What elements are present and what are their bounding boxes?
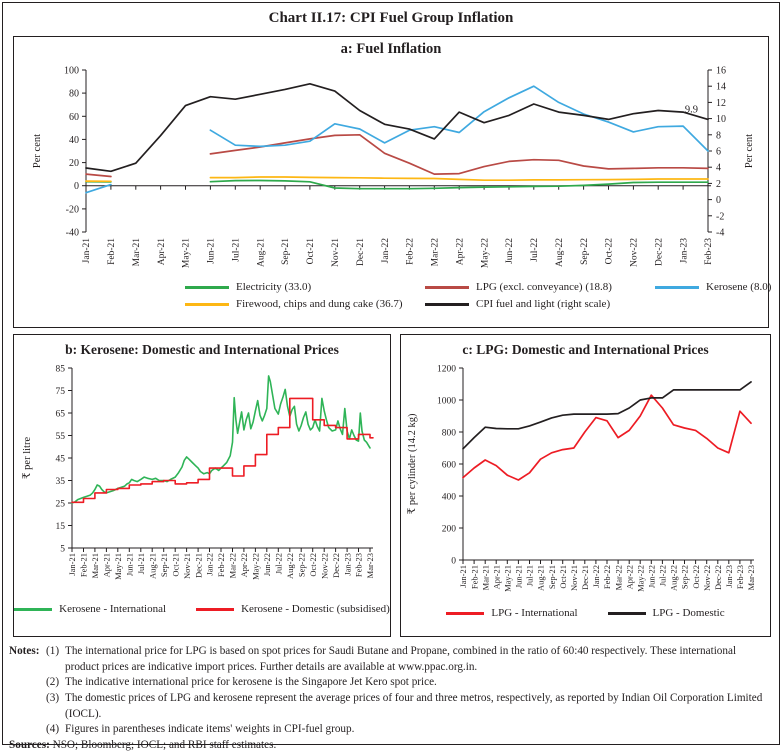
- svg-text:14: 14: [716, 81, 726, 93]
- svg-text:Jul-22: Jul-22: [530, 238, 540, 262]
- legend-item: [608, 607, 725, 619]
- svg-text:Feb-22: Feb-22: [405, 238, 416, 265]
- svg-text:May-21: May-21: [181, 238, 192, 269]
- legend-swatch: [655, 286, 699, 289]
- svg-text:Jan-23: Jan-23: [342, 553, 353, 576]
- svg-text:Oct-21: Oct-21: [306, 238, 317, 265]
- svg-text:May-22: May-22: [250, 553, 261, 580]
- y-axis-right: [708, 66, 726, 239]
- svg-text:Oct-21: Oct-21: [170, 553, 181, 577]
- svg-text:55: 55: [55, 432, 65, 442]
- svg-text:Jan-21: Jan-21: [67, 553, 78, 576]
- y-axis-title-right: Per cent: [744, 133, 755, 169]
- svg-text:-20: -20: [65, 204, 79, 216]
- svg-text:Jan-22: Jan-22: [204, 553, 215, 576]
- svg-text:Sep-22: Sep-22: [296, 553, 307, 578]
- svg-text:800: 800: [441, 428, 456, 439]
- y-axis-left: [56, 365, 73, 555]
- svg-text:Dec-22: Dec-22: [713, 565, 723, 591]
- svg-text:35: 35: [55, 477, 65, 487]
- series-line: [86, 135, 708, 177]
- svg-text:6: 6: [716, 146, 721, 158]
- svg-text:600: 600: [441, 460, 456, 471]
- svg-text:4: 4: [716, 162, 721, 174]
- svg-text:Dec-21: Dec-21: [355, 238, 366, 266]
- svg-text:60: 60: [69, 111, 79, 123]
- svg-text:Aug-22: Aug-22: [668, 565, 679, 591]
- svg-text:Jan-23: Jan-23: [724, 565, 734, 588]
- svg-text:Sep-21: Sep-21: [158, 553, 169, 578]
- y-axis-title-left: ₹ per litre: [22, 436, 33, 480]
- legend-label: Kerosene - International: [59, 603, 167, 615]
- panel-a-legend: [185, 281, 772, 310]
- svg-text:Oct-22: Oct-22: [690, 565, 701, 589]
- legend-item: [185, 281, 425, 293]
- svg-text:Mar-23: Mar-23: [365, 553, 376, 579]
- y-axis-title-left: ₹ per cylinder (14.2 kg): [407, 413, 418, 515]
- legend-label: LPG - Domestic: [652, 607, 725, 619]
- notes: [9, 644, 771, 754]
- svg-text:May-22: May-22: [635, 565, 646, 592]
- legend-swatch: [425, 286, 469, 289]
- legend-swatch: [446, 612, 484, 615]
- svg-text:Feb-23: Feb-23: [704, 238, 715, 265]
- legend-item: [14, 603, 166, 615]
- svg-text:Jan-23: Jan-23: [679, 238, 690, 264]
- svg-text:Jan-21: Jan-21: [458, 565, 469, 588]
- svg-text:Jul-21: Jul-21: [231, 238, 242, 262]
- fuel-inflation-chart: [14, 58, 766, 280]
- svg-text:Jun-22: Jun-22: [505, 238, 516, 264]
- x-axis: [82, 186, 714, 268]
- svg-text:May-22: May-22: [480, 238, 491, 269]
- x-axis: [67, 548, 375, 580]
- svg-text:Jun-22: Jun-22: [646, 565, 657, 589]
- svg-text:May-21: May-21: [113, 553, 123, 580]
- svg-text:Dec-21: Dec-21: [580, 565, 590, 591]
- svg-text:400: 400: [441, 492, 456, 503]
- svg-text:2: 2: [716, 178, 721, 190]
- svg-text:25: 25: [55, 499, 65, 510]
- note-item-1: (1) The international price for LPG is based on spot prices for Saudi Butane and Propane, combined in the ratio of 60:40 respectively. These international product prices are indicative import prices. Further details are available at www.ppac.org.in.: [46, 645, 737, 673]
- sources-text: NSO; Bloomberg; IOCL; and RBI staff estimates.: [52, 739, 277, 752]
- legend-label: Electricity (33.0): [236, 281, 312, 293]
- svg-text:Feb-23: Feb-23: [353, 553, 364, 578]
- panel-c-legend: [401, 607, 770, 619]
- legend-item: [185, 298, 425, 310]
- legend-swatch: [196, 608, 234, 611]
- panel-b-title: b: Kerosene: Domestic and International Prices: [65, 342, 339, 357]
- panel-b-kerosene-prices: [13, 334, 391, 637]
- svg-text:Mar-22: Mar-22: [227, 553, 238, 579]
- series-line: [86, 86, 708, 193]
- lpg-prices-chart: [401, 358, 770, 605]
- svg-text:1000: 1000: [437, 396, 456, 407]
- y-axis-title-left: Per cent: [32, 133, 43, 169]
- svg-text:Aug-22: Aug-22: [554, 238, 565, 268]
- legend-item: [196, 603, 390, 615]
- note-item-3: (3) The domestic prices of LPG and kerosene represent the average prices of four and three metros, respectively, as reported by Indian Oil Corporation Limited (IOCL).: [46, 692, 763, 720]
- chart-figure: [2, 2, 780, 752]
- svg-text:Jan-22: Jan-22: [591, 565, 602, 588]
- svg-text:Dec-22: Dec-22: [654, 238, 665, 266]
- svg-text:10: 10: [716, 114, 726, 126]
- svg-text:100: 100: [64, 65, 79, 77]
- legend-item: [425, 281, 655, 293]
- legend-label: CPI fuel and light (right scale): [476, 298, 611, 310]
- svg-text:Jul-22: Jul-22: [657, 565, 668, 587]
- svg-text:Jul-21: Jul-21: [136, 553, 146, 575]
- svg-text:0: 0: [451, 556, 456, 567]
- svg-text:Nov-21: Nov-21: [331, 238, 341, 268]
- svg-text:Jan-21: Jan-21: [82, 238, 93, 264]
- panel-a-fuel-inflation: [13, 36, 772, 328]
- panel-a-title: a: Fuel Inflation: [340, 41, 442, 57]
- svg-text:-2: -2: [716, 211, 725, 223]
- legend-item: [655, 281, 771, 293]
- svg-text:Nov-22: Nov-22: [319, 553, 330, 579]
- svg-text:5: 5: [60, 544, 65, 555]
- legend-item: [425, 298, 655, 310]
- svg-text:Mar-21: Mar-21: [90, 553, 101, 579]
- svg-text:Sep-21: Sep-21: [546, 565, 557, 590]
- svg-text:Oct-22: Oct-22: [307, 553, 318, 577]
- svg-text:Aug-21: Aug-21: [535, 565, 546, 591]
- series-line: [72, 376, 370, 503]
- svg-text:15: 15: [55, 522, 65, 532]
- svg-text:Aug-22: Aug-22: [285, 553, 295, 579]
- svg-text:Feb-22: Feb-22: [602, 565, 613, 590]
- svg-text:45: 45: [55, 454, 65, 465]
- svg-text:Jan-22: Jan-22: [380, 238, 391, 264]
- svg-text:Nov-21: Nov-21: [569, 565, 579, 591]
- notes-label: Notes:: [9, 645, 40, 657]
- legend-swatch: [185, 286, 229, 289]
- svg-text:16: 16: [716, 65, 726, 77]
- y-axis-left: [437, 365, 463, 567]
- svg-text:Oct-22: Oct-22: [604, 238, 615, 265]
- svg-text:Apr-22: Apr-22: [624, 565, 635, 590]
- legend-label: Firewood, chips and dung cake (36.7): [236, 298, 403, 310]
- legend-swatch: [608, 612, 646, 615]
- svg-text:Jul-21: Jul-21: [524, 565, 535, 587]
- svg-text:Feb-21: Feb-21: [107, 238, 118, 265]
- svg-text:Apr-21: Apr-21: [156, 238, 167, 266]
- page-title: Chart II.17: CPI Fuel Group Inflation: [268, 10, 514, 26]
- note-item-2: (2) The indicative international price for kerosene is the Singapore Jet Kero spot price.: [46, 676, 437, 689]
- series-line: [72, 398, 373, 502]
- svg-text:Sep-21: Sep-21: [281, 238, 292, 265]
- svg-text:May-21: May-21: [502, 565, 513, 592]
- svg-text:Jul-22: Jul-22: [273, 553, 284, 575]
- svg-text:Apr-22: Apr-22: [455, 238, 466, 266]
- legend-swatch: [14, 608, 52, 611]
- y-axis-left: [64, 66, 86, 239]
- svg-text:Mar-21: Mar-21: [132, 238, 142, 267]
- svg-text:40: 40: [69, 134, 79, 146]
- svg-text:Feb-21: Feb-21: [78, 553, 89, 578]
- legend-swatch: [185, 303, 229, 306]
- svg-text:-40: -40: [65, 227, 79, 239]
- svg-text:Apr-22: Apr-22: [239, 553, 250, 578]
- svg-text:20: 20: [69, 158, 79, 170]
- legend-item: [446, 607, 577, 619]
- kerosene-prices-chart: [14, 358, 390, 601]
- bottom-panels-row: [13, 334, 769, 637]
- svg-text:75: 75: [55, 387, 65, 397]
- svg-text:Nov-22: Nov-22: [629, 238, 640, 268]
- svg-text:85: 85: [55, 364, 65, 375]
- svg-text:Sep-22: Sep-22: [579, 238, 590, 265]
- svg-text:Feb-22: Feb-22: [216, 553, 227, 578]
- svg-text:Mar-23: Mar-23: [746, 565, 757, 591]
- svg-text:Nov-22: Nov-22: [701, 565, 712, 591]
- panel-c-title: c: LPG: Domestic and International Prices: [462, 342, 709, 357]
- legend-swatch: [425, 303, 469, 306]
- data-label-annotation: 9.9: [684, 104, 698, 116]
- sources-line: [9, 738, 771, 754]
- svg-text:80: 80: [69, 88, 79, 100]
- series-line: [463, 395, 751, 480]
- svg-text:-4: -4: [716, 227, 725, 239]
- svg-text:Apr-21: Apr-21: [491, 565, 502, 590]
- svg-text:Apr-21: Apr-21: [101, 553, 112, 578]
- svg-text:Mar-22: Mar-22: [613, 565, 624, 591]
- svg-text:Jun-21: Jun-21: [206, 238, 217, 264]
- legend-label: Kerosene (8.0): [706, 281, 772, 293]
- svg-text:8: 8: [716, 130, 721, 142]
- sources-label: Sources:: [9, 739, 50, 752]
- svg-text:Dec-21: Dec-21: [193, 553, 204, 579]
- svg-text:Mar-22: Mar-22: [430, 238, 441, 267]
- svg-text:Mar-21: Mar-21: [480, 565, 491, 591]
- svg-text:200: 200: [441, 524, 456, 535]
- svg-text:Oct-21: Oct-21: [557, 565, 568, 589]
- svg-text:Jun-22: Jun-22: [262, 553, 272, 577]
- svg-text:Nov-21: Nov-21: [181, 553, 192, 579]
- note-item-4: (4) Figures in parentheses indicate items' weights in CPI-fuel group.: [46, 723, 355, 736]
- svg-text:65: 65: [55, 409, 65, 420]
- series-line: [86, 177, 708, 181]
- panel-b-legend: [14, 603, 390, 615]
- legend-label: LPG (excl. conveyance) (18.8): [476, 281, 612, 293]
- svg-text:Aug-21: Aug-21: [147, 553, 158, 579]
- legend-label: LPG - International: [491, 607, 578, 619]
- svg-text:Feb-23: Feb-23: [735, 565, 746, 590]
- svg-text:0: 0: [74, 181, 79, 193]
- svg-text:Jun-21: Jun-21: [124, 553, 135, 577]
- svg-text:1200: 1200: [437, 364, 456, 375]
- svg-text:Sep-22: Sep-22: [679, 565, 690, 590]
- svg-text:Aug-21: Aug-21: [256, 238, 267, 268]
- svg-text:Feb-21: Feb-21: [469, 565, 480, 590]
- svg-text:Dec-22: Dec-22: [330, 553, 341, 579]
- svg-text:0: 0: [716, 195, 721, 207]
- legend-label: Kerosene - Domestic (subsidised): [241, 603, 390, 615]
- svg-text:Jun-21: Jun-21: [513, 565, 524, 589]
- x-axis: [458, 560, 756, 592]
- panel-c-lpg-prices: [400, 334, 771, 637]
- series-line: [86, 181, 708, 189]
- svg-text:12: 12: [716, 97, 726, 109]
